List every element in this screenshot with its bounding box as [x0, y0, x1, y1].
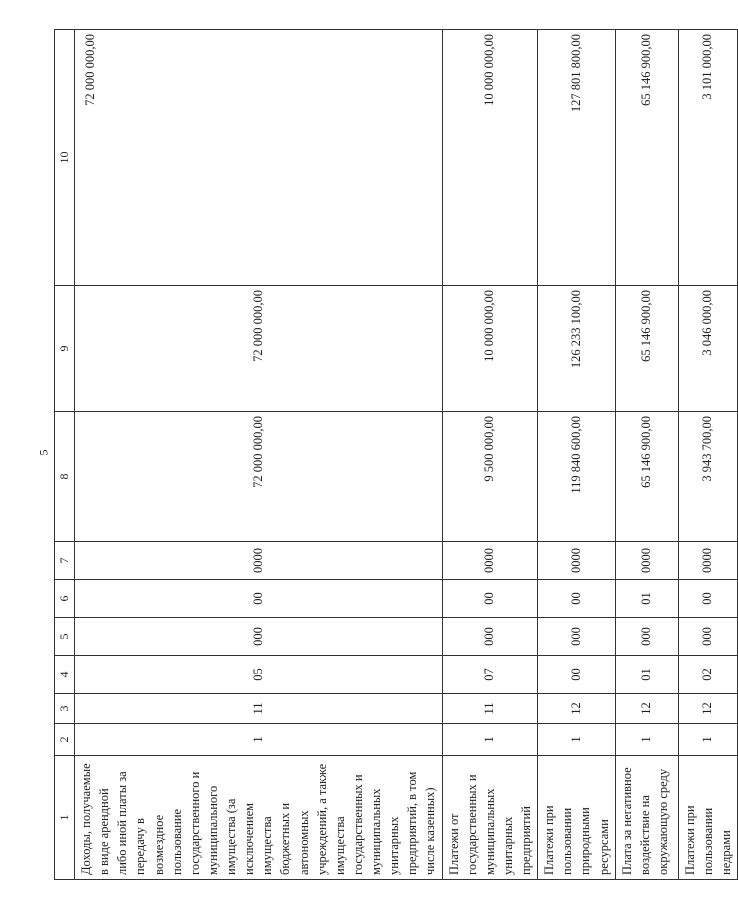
- row-name: Платежи при пользовании природными ресурсами: [538, 756, 616, 880]
- cell-c6: 00: [75, 580, 443, 618]
- header-col-6: 6: [55, 580, 75, 618]
- cell-c3: 11: [75, 694, 443, 724]
- table-row: [75, 30, 443, 880]
- cell-c10: 10 000 000,00: [442, 30, 538, 286]
- table-row: [538, 30, 616, 880]
- cell-c7: 0000: [678, 542, 737, 580]
- cell-c10: 65 146 900,00: [615, 30, 678, 286]
- cell-c2: 1: [615, 724, 678, 756]
- row-name: Платежи при пользовании недрами: [678, 756, 737, 880]
- header-col-2: 2: [55, 724, 75, 756]
- cell-c3: 12: [615, 694, 678, 724]
- cell-c8: 65 146 900,00: [615, 412, 678, 542]
- cell-c8: 3 943 700,00: [678, 412, 737, 542]
- header-col-7: 7: [55, 542, 75, 580]
- cell-c4: 07: [442, 656, 538, 694]
- row-name: Плата за негативное воздействие на окружающую среду: [615, 756, 678, 880]
- header-col-10: 10: [55, 30, 75, 286]
- header-row: [55, 30, 75, 880]
- row-name: Платежи от государственных и муниципальных унитарных предприятий: [442, 756, 538, 880]
- cell-c10: 72 000 000,00: [75, 30, 443, 286]
- header-col-1: 1: [55, 756, 75, 880]
- cell-c6: 01: [615, 580, 678, 618]
- cell-c3: 11: [442, 694, 538, 724]
- cell-c5: 000: [615, 618, 678, 656]
- cell-c4: 02: [678, 656, 737, 694]
- header-col-9: 9: [55, 286, 75, 412]
- cell-c9: 3 046 000,00: [678, 286, 737, 412]
- cell-c3: 12: [678, 694, 737, 724]
- cell-c5: 000: [678, 618, 737, 656]
- cell-c8: 119 840 600,00: [538, 412, 616, 542]
- cell-c6: 00: [442, 580, 538, 618]
- table-row: [615, 30, 678, 880]
- row-name: Доходы, получаемые в виде арендной либо иной платы за передачу в возмездное пользование государственного и муниципального имущества (за исключением имущества бюджетных и автономных учреждений, а также имущества государственных и муниципальных унитарных предприятий, в том числе казенных): [75, 756, 443, 880]
- cell-c9: 10 000 000,00: [442, 286, 538, 412]
- cell-c2: 1: [678, 724, 737, 756]
- cell-c2: 1: [75, 724, 443, 756]
- cell-c4: 01: [615, 656, 678, 694]
- header-col-3: 3: [55, 694, 75, 724]
- cell-c4: 05: [75, 656, 443, 694]
- cell-c8: 72 000 000,00: [75, 412, 443, 542]
- cell-c7: 0000: [615, 542, 678, 580]
- cell-c7: 0000: [75, 542, 443, 580]
- cell-c10: 3 101 000,00: [678, 30, 737, 286]
- cell-c10: 127 801 800,00: [538, 30, 616, 286]
- cell-c6: 00: [678, 580, 737, 618]
- cell-c7: 0000: [442, 542, 538, 580]
- header-col-5: 5: [55, 618, 75, 656]
- cell-c2: 1: [442, 724, 538, 756]
- cell-c6: 00: [538, 580, 616, 618]
- table-row: [678, 30, 737, 880]
- cell-c5: 000: [75, 618, 443, 656]
- page-number: 5: [36, 449, 51, 456]
- cell-c4: 00: [538, 656, 616, 694]
- budget-table: [54, 29, 738, 880]
- rotated-page: [54, 30, 733, 880]
- header-col-8: 8: [55, 412, 75, 542]
- cell-c9: 65 146 900,00: [615, 286, 678, 412]
- cell-c2: 1: [538, 724, 616, 756]
- cell-c7: 0000: [538, 542, 616, 580]
- cell-c8: 9 500 000,00: [442, 412, 538, 542]
- header-col-4: 4: [55, 656, 75, 694]
- table-row: [442, 30, 538, 880]
- cell-c5: 000: [538, 618, 616, 656]
- cell-c9: 72 000 000,00: [75, 286, 443, 412]
- cell-c5: 000: [442, 618, 538, 656]
- cell-c9: 126 233 100,00: [538, 286, 616, 412]
- cell-c3: 12: [538, 694, 616, 724]
